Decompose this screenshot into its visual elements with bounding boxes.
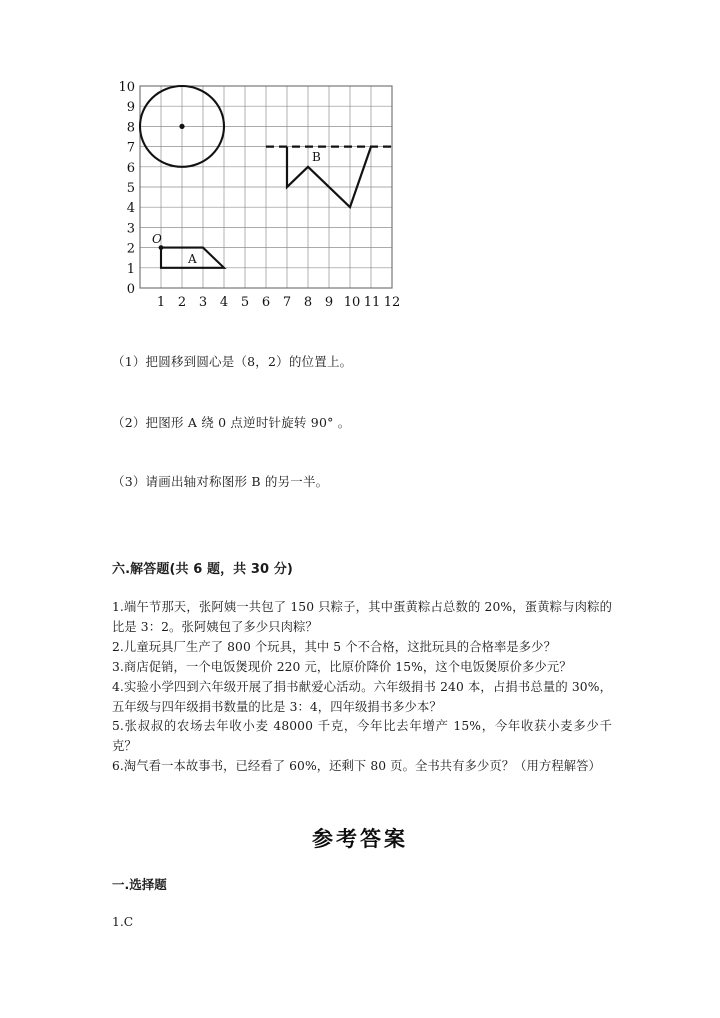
svg-text:7: 7 [126,140,135,156]
sub-question-1: （1）把圆移到圆心是（8，2）的位置上。 [112,354,353,369]
coordinate-grid-figure [108,80,418,320]
svg-text:10: 10 [343,295,361,310]
sub-question-3: （3）请画出轴对称图形 B 的另一半。 [112,474,329,489]
svg-text:9: 9 [324,295,334,310]
problem-item: 2.儿童玩具厂生产了 800 个玩具，其中 5 个不合格，这批玩具的合格率是多少？ [112,639,556,654]
answers-title: 参考答案 [312,827,408,851]
svg-text:3: 3 [198,295,208,310]
svg-text:11: 11 [363,295,381,310]
x-axis-tick-labels [157,295,400,310]
circle-center-dot [179,124,184,129]
svg-text:1: 1 [156,295,166,310]
grid-lines [140,86,392,288]
problem-item: 6.淘气看一本故事书，已经看了 60%，还剩下 80 页。全书共有多少页？（用方程解答） [112,759,601,774]
figure-label-b: B [312,150,321,164]
sub-question-2: （2）把图形 A 绕 0 点逆时针旋转 90° 。 [112,415,351,430]
answer-item: 1.C [112,915,134,929]
svg-text:5: 5 [126,181,135,196]
answers-section-heading: 一.选择题 [112,877,167,892]
svg-text:3: 3 [126,221,135,237]
figure-label-origin: O [152,232,162,246]
svg-text:10: 10 [118,80,135,95]
problem-item: 1.端午节那天，张阿姨一共包了 150 只粽子，其中蛋黄粽占总数的 20%，蛋黄粽与肉粽的比是 3：2。张阿姨包了多少只肉粽？ [112,600,612,634]
svg-text:1: 1 [126,261,135,277]
svg-text:8: 8 [303,295,313,310]
problem-item: 4.实验小学四到六年级开展了捐书献爱心活动。六年级捐书 240 本，占捐书总量的 30%，五年级与四年级捐书数量的比是 3：4，四年级捐书多少本？ [112,679,612,714]
svg-text:4: 4 [126,201,135,217]
svg-text:5: 5 [240,295,250,310]
svg-text:7: 7 [282,295,292,310]
svg-text:9: 9 [126,100,135,116]
figure-svg [108,80,418,320]
svg-text:6: 6 [261,295,271,310]
y-axis-tick-labels [118,80,135,297]
svg-text:6: 6 [126,160,135,176]
section-six-heading: 六.解答题(共 6 题，共 30 分) [112,562,293,577]
svg-text:2: 2 [177,295,187,310]
svg-text:4: 4 [219,295,229,310]
figure-label-a: A [188,252,197,266]
problem-item: 3.商店促销，一个电饭煲现价 220 元，比原价降价 15%，这个电饭煲原价多少元？ [112,659,572,674]
problem-list [112,598,612,777]
problem-item: 5.张叔叔的农场去年收小麦 48000 千克，今年比去年增产 15%，今年收获小麦多少千克？ [112,719,612,754]
svg-text:2: 2 [126,241,135,257]
svg-text:0: 0 [126,282,135,297]
svg-text:8: 8 [126,120,135,136]
svg-text:12: 12 [383,295,401,310]
